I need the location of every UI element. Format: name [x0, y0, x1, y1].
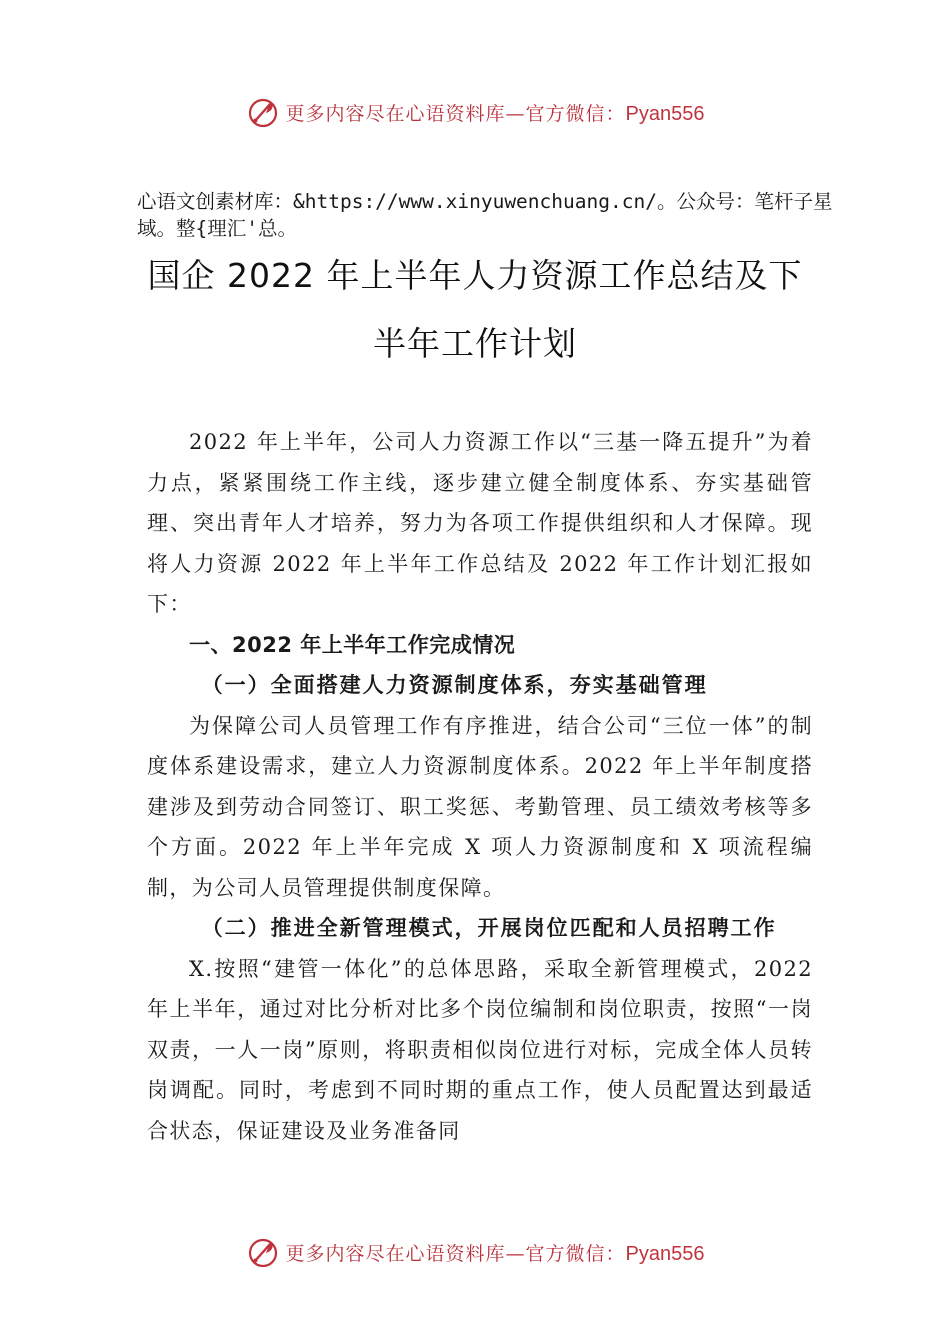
header-banner-text: 更多内容尽在心语资料库—官方微信：Pyan556 [285, 102, 705, 125]
subsection-paragraph-2: X.按照“建管一体化”的总体思路，采取全新管理模式，2022 年上半年，通过对比分析对比多个岗位编制和岗位职责，按照“一岗双责，一人一岗”原则，将职责相似岗位进行对标，完成全体人员转岗调配。同时，考虑到不同时期的重点工作，使人员配置达到最适合状态，保证建设及业务准备同 [147, 956, 813, 1143]
subsection-heading-2: （二）推进全新管理模式，开展岗位匹配和人员招聘工作 [201, 915, 777, 940]
intro-paragraph: 2022 年上半年，公司人力资源工作以“三基一降五提升”为着力点，紧紧围绕工作主线，逐步建立健全制度体系、夯实基础管理、突出青年人才培养，努力为各项工作提供组织和人才保障。现将人力资源 2022 年上半年工作总结及 2022 年工作计划汇报如下： [147, 430, 813, 616]
wechat-id: Pyan556 [625, 102, 705, 125]
subsection-heading-1: （一）全面搭建人力资源制度体系，夯实基础管理 [201, 672, 708, 697]
footer-banner [0, 1232, 950, 1272]
wechat-id: Pyan556 [625, 1242, 705, 1265]
document-title-line-1: 国企 2022 年上半年人力资源工作总结及下 [147, 256, 803, 295]
footer-banner-text: 更多内容尽在心语资料库—官方微信：Pyan556 [285, 1242, 705, 1265]
document-body [147, 422, 813, 1151]
header-banner [0, 92, 950, 132]
quill-logo-icon [246, 95, 280, 129]
section-heading: 一、2022 年上半年工作完成情况 [189, 632, 516, 657]
subsection-paragraph-1: 为保障公司人员管理工作有序推进，结合公司“三位一体”的制度体系建设需求，建立人力资源制度体系。2022 年上半年制度搭建涉及到劳动合同签订、职工奖惩、考勤管理、员工绩效考核等多个方面。2022 年上半年完成 X 项人力资源制度和 X 项流程编制，为公司人员管理提供制度保障。 [147, 713, 813, 900]
document-title-line-2: 半年工作计划 [373, 324, 577, 363]
source-note: 心语文创素材库：&https://www.xinyuwenchuang.cn/。公众号：笔杆子星域。整{理汇'总。 [137, 190, 833, 240]
quill-logo-icon [246, 1235, 280, 1269]
